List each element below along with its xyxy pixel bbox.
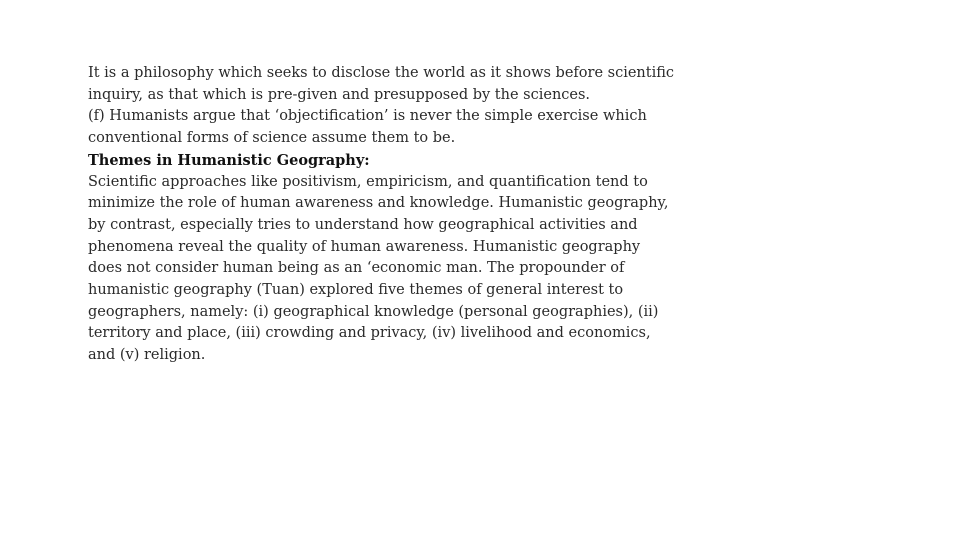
body-text bbox=[88, 63, 728, 367]
text-line: territory and place, (iii) crowding and privacy, (iv) livelihood and economics, bbox=[88, 325, 651, 342]
text-line: by contrast, especially tries to understand how geographical activities and bbox=[88, 216, 638, 233]
text-line: inquiry, as that which is pre-given and presupposed by the sciences. bbox=[88, 86, 591, 103]
text-line: phenomena reveal the quality of human awareness. Humanistic geography bbox=[88, 238, 641, 255]
text-line: It is a philosophy which seeks to disclose the world as it shows before scientific bbox=[88, 65, 675, 81]
text-line: (f) Humanists argue that ‘objectification’ is never the simple exercise which bbox=[88, 108, 647, 125]
text-line: geographers, namely: (i) geographical knowledge (personal geographies), (ii) bbox=[88, 303, 659, 320]
text-line: and (v) religion. bbox=[88, 347, 206, 364]
text-line: humanistic geography (Tuan) explored five themes of general interest to bbox=[88, 282, 624, 299]
text-line: conventional forms of science assume them to be. bbox=[88, 130, 456, 147]
section-heading: Themes in Humanistic Geography: bbox=[88, 151, 370, 169]
text-line: does not consider human being as an ‘economic man. The propounder of bbox=[88, 260, 625, 277]
text-line: minimize the role of human awareness and knowledge. Humanistic geography, bbox=[88, 195, 669, 212]
text-line: Scientific approaches like positivism, empiricism, and quantification tend to bbox=[88, 173, 648, 190]
